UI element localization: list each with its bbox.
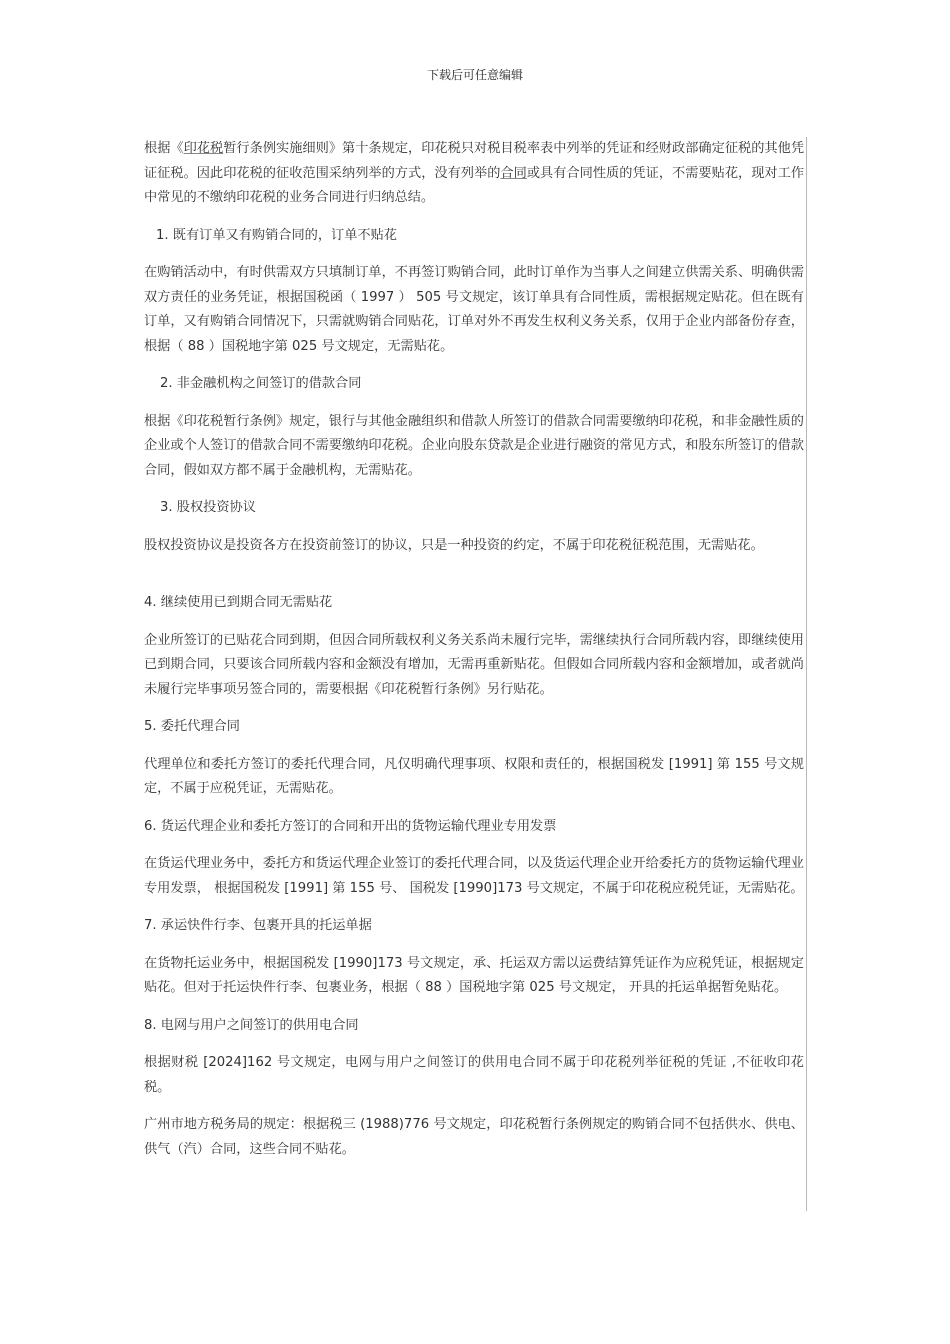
section-body-6: 在货运代理业务中，委托方和货运代理企业签订的委托代理合同，以及货运代理企业开给委托方的货物运输代理业专用发票， 根据国税发 [1991] 第 155 号、 国税发 [1990]173 号文规定，不属于印花税应税凭证，无需贴花。 <box>144 856 804 896</box>
section-body-7: 在货物托运业务中，根据国税发 [1990]173 号文规定，承、托运双方需以运费结算凭证作为应税凭证，根据规定贴花。但对于托运快件行李、包裹业务，根据（ 88 ）国税地字第 025 号文规定， 开具的托运单据暂免贴花。 <box>144 955 804 995</box>
section-heading-2: 2. 非金融机构之间签订的借款合同 <box>160 376 362 391</box>
document-body <box>144 137 804 1175</box>
section-body-1: 在购销活动中，有时供需双方只填制订单，不再签订购销合同，此时订单作为当事人之间建立供需关系、明确供需双方责任的业务凭证，根据国税函（ 1997 ） 505 号文规定，该订单具有合同性质，需根据规定贴花。但在既有订单，又有购销合同情况下，只需就购销合同贴花，订单对外不再发生权利义务关系，仅用于企业内部备份存查，根据（ 88 ）国税地字第 025 号文规定，无需贴花。 <box>144 265 804 354</box>
section-heading-6: 6. 货运代理企业和委托方签订的合同和开出的货物运输代理业专用发票 <box>144 818 557 834</box>
section-heading-4: 4. 继续使用已到期合同无需贴花 <box>144 595 333 610</box>
right-border-line <box>806 137 807 1211</box>
page-header: 下载后可任意编辑 <box>426 68 523 82</box>
section-body-2: 根据《印花税暂行条例》规定，银行与其他金融组织和借款人所签订的借款合同需要缴纳印花税，和非金融性质的企业或个人签订的借款合同不需要缴纳印花税。企业向股东贷款是企业进行融资的常见方式，和股东所签订的借款合同，假如双方都不属于金融机构，无需贴花。 <box>144 413 804 478</box>
intro-text-3: 或具有合同性质的凭证，不需要贴花，现对工作中常见的不缴纳印花税的业务合同进行归纳总结。 <box>144 165 805 205</box>
intro-text-1: 根据《 <box>144 141 184 156</box>
spacer <box>144 571 804 591</box>
link-contract[interactable]: 合同 <box>500 165 527 181</box>
section-heading-8: 8. 电网与用户之间签订的供用电合同 <box>144 1017 359 1033</box>
section-body-5: 代理单位和委托方签订的委托代理合同，凡仅明确代理事项、权限和责任的，根据国税发 [1991] 第 155 号文规定，不属于应税凭证，无需贴花。 <box>144 756 804 796</box>
section-heading-3: 3. 股权投资协议 <box>160 500 256 515</box>
section-heading-7: 7. 承运快件行李、包裹开具的托运单据 <box>144 918 372 933</box>
section-heading-1: 1. 既有订单又有购销合同的，订单不贴花 <box>156 227 397 243</box>
section-heading-5: 5. 委托代理合同 <box>144 719 240 734</box>
section-body-3: 股权投资协议是投资各方在投资前签订的协议，只是一种投资的约定，不属于印花税征税范围，无需贴花。 <box>144 537 764 553</box>
intro-paragraph <box>144 137 804 211</box>
intro-text-2: 暂行条例实施细则》第十条规定，印花税只对税目税率表中列举的凭证和经财政部确定征税的其他凭证征税。因此印花税的征收范围采纳列举的方式，没有列举的 <box>144 141 805 181</box>
closing-paragraph: 广州市地方税务局的规定：根据税三 (1988)776 号文规定，印花税暂行条例规定的购销合同不包括供水、供电、供气（汽）合同，这些合同不贴花。 <box>144 1117 804 1157</box>
section-body-4: 企业所签订的已贴花合同到期，但因合同所载权利义务关系尚未履行完毕，需继续执行合同所载内容，即继续使用已到期合同，只要该合同所载内容和金额没有增加，无需再重新贴花。但假如合同所载内容和金额增加，或者就尚未履行完毕事项另签合同的，需要根据《印花税暂行条例》另行贴花。 <box>144 632 804 697</box>
link-stamp-tax[interactable]: 印花税 <box>183 141 224 156</box>
section-body-8: 根据财税 [2024]162 号文规定，电网与用户之间签订的供用电合同不属于印花税列举征税的凭证 ,不征收印花税。 <box>144 1055 804 1095</box>
